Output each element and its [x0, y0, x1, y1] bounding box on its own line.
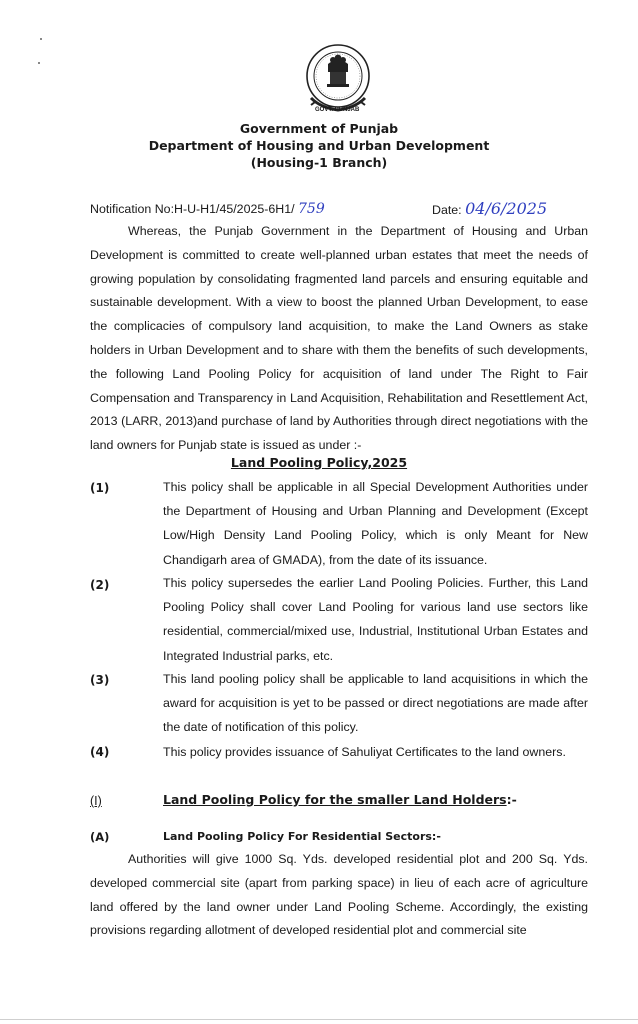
notification-number-label: Notification No:H-U-H1/45/2025-6H1/ — [90, 202, 295, 216]
section-number: (I) — [90, 794, 102, 808]
subsection-paragraph — [90, 848, 588, 943]
clause-number: (3) — [90, 673, 110, 687]
handwritten-notification-number: 759 — [298, 201, 325, 217]
clause-text: This policy shall be applicable in all Special Development Authorities under the Department of Housing and Urban Planning and Development (Except Low/High Density Land Pooling Policy, which is only Meant for New Chandigarh area of GMADA), from the date of its issuance. — [163, 480, 588, 567]
clause-text: This policy supersedes the earlier Land Pooling Policies. Further, this Land Pooling Policy shall cover Land Pooling for various land use sectors like residential, commercial/mixed use, Industrial, Institutional Urban Estates and Integrated Industrial parks, etc. — [163, 576, 588, 663]
page-bottom-edge — [0, 1019, 638, 1020]
subsection-number: (A) — [90, 830, 110, 844]
clause-text: This policy provides issuance of Sahuliyat Certificates to the land owners. — [163, 745, 566, 759]
subsection-title: Land Pooling Policy For Residential Sectors:- — [163, 830, 441, 843]
handwritten-date: 04/6/2025 — [465, 199, 548, 218]
section-title — [163, 792, 517, 807]
section-title-suffix: :- — [506, 792, 517, 807]
clause-number: (1) — [90, 481, 110, 495]
clause-text: This land pooling policy shall be applicable to land acquisitions in which the award for acquisition is yet to be passed or direct negotiations are made after the date of notification of this policy. — [163, 672, 588, 735]
document-heading-department: Department of Housing and Urban Development — [148, 138, 490, 153]
document-heading-government: Government of Punjab — [239, 121, 399, 136]
subsection-text: Authorities will give 1000 Sq. Yds. developed residential plot and 200 Sq. Yds. developed commercial site (apart from parking space) in lieu of each acre of agriculture land offered by the land owner under Land Pooling Scheme. Accordingly, the existing provisions regarding allotment of developed residential plot and commercial site — [90, 852, 588, 938]
date-line — [432, 199, 547, 218]
scan-mark — [38, 62, 40, 64]
scan-mark — [40, 38, 42, 40]
section-title-text: Land Pooling Policy for the smaller Land Holders — [163, 792, 507, 807]
notification-line — [90, 201, 325, 217]
clause-number: (2) — [90, 578, 110, 592]
date-label: Date: — [432, 203, 462, 217]
policy-title: Land Pooling Policy,2025 — [230, 455, 408, 470]
preamble-text: Whereas, the Punjab Government in the Department of Housing and Urban Development is committed to create well-planned urban estates that meet the needs of growing population by consolidating fragmented land parcels and ensuring equitable and sustainable development. With a view to boost the planned Urban Development, to ease the complicacies of compulsory land acquisition, to make the Land Owners as stake holders in Urban Development and to share with them the benefits of such developments, the following Land Pooling Policy for acquisition of land under The Right to Fair Compensation and Transparency in Land Acquisition, Rehabilitation and Resettlement Act, 2013 (LARR, 2013)and purchase of land by Authorities through direct negotiations with the land owners for Punjab state is issued as under :- — [90, 224, 588, 453]
preamble-paragraph — [90, 220, 588, 458]
document-heading-branch: (Housing-1 Branch) — [250, 155, 388, 170]
seal-caption: GOVT. PUNJAB — [315, 107, 360, 113]
clause-number: (4) — [90, 745, 110, 759]
